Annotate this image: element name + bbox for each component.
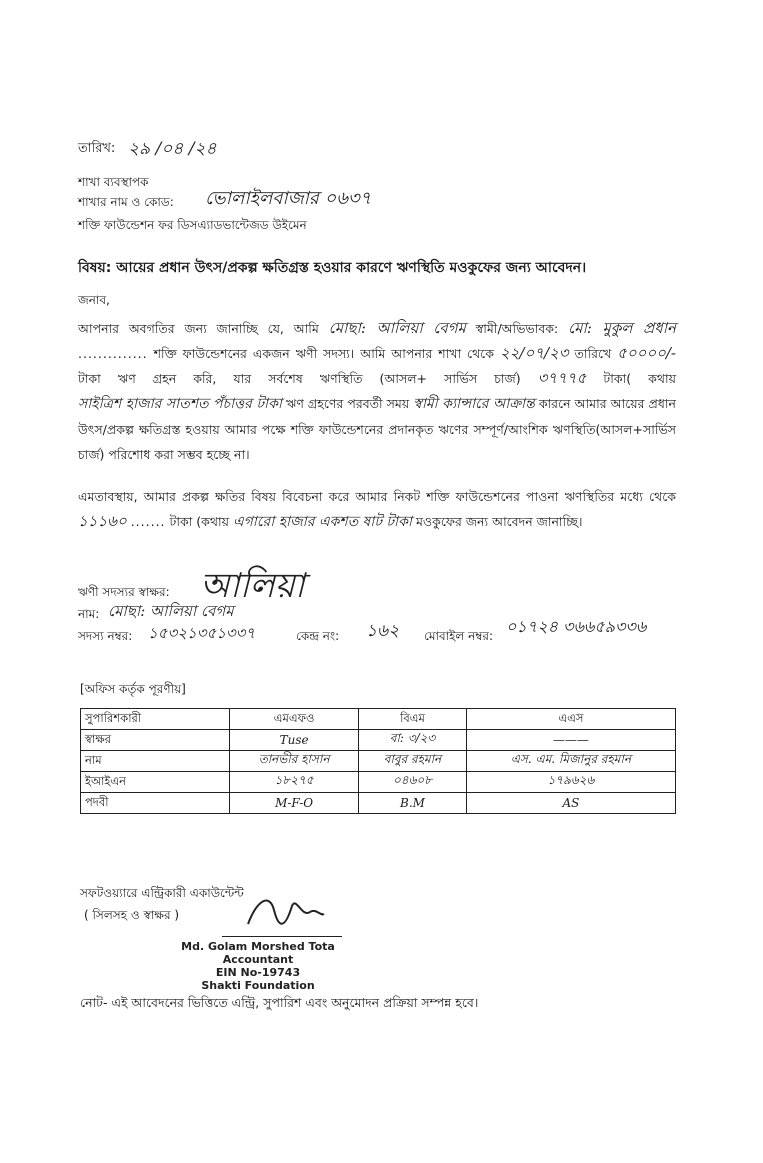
col-header-bm: বিএম bbox=[359, 709, 467, 730]
body-text: তারিখে bbox=[574, 346, 612, 361]
body-paragraph-1 bbox=[78, 316, 676, 467]
body-text: টাকা ঋণ গ্রহন করি, যার সর্বশেষ ঋণস্থিতি (আসল+ সার্ভিস চার্জ) bbox=[78, 371, 521, 386]
stamp-line-org: Shakti Foundation bbox=[201, 979, 315, 992]
office-row-ein bbox=[81, 772, 676, 793]
blank-dots: ....... bbox=[130, 514, 166, 529]
reason-handwritten: স্বামী ক্যান্সারে আক্রান্ত bbox=[413, 396, 535, 412]
mfo-ein: ১৮২৭৫ bbox=[230, 772, 359, 793]
col-header-mfo: এমএফও bbox=[230, 709, 359, 730]
blank-dots: .............. bbox=[78, 346, 148, 361]
bm-designation: B.M bbox=[359, 793, 467, 814]
as-designation: AS bbox=[466, 793, 675, 814]
salutation: জনাব, bbox=[78, 293, 110, 307]
member-name-label: নাম: bbox=[78, 607, 100, 621]
row-label: পদবী bbox=[81, 793, 230, 814]
mfo-signature: Tuse bbox=[230, 730, 359, 751]
accountant-signature bbox=[240, 888, 330, 940]
mfo-name: তানভীর হাসান bbox=[230, 751, 359, 772]
member-signature: আলিয়া bbox=[200, 566, 305, 606]
member-id-label: সদস্য নম্বর: bbox=[78, 629, 133, 643]
bm-ein: ০৪৬০৮ bbox=[359, 772, 467, 793]
branch-manager-label: শাখা ব্যবস্থাপক bbox=[78, 175, 149, 189]
branch-name-label: শাখার নাম ও কোড: bbox=[78, 195, 174, 209]
body-text: টাকা( কথায় bbox=[603, 371, 676, 386]
body-text: স্বামী/অভিভাবক: bbox=[475, 321, 559, 336]
date-label: তারিখ: bbox=[78, 141, 116, 156]
stamp-line-role: Accountant bbox=[222, 953, 294, 966]
waiver-amount-handwritten: ১১১৬০ bbox=[78, 512, 127, 530]
bm-name: বাবুর রহমান bbox=[359, 751, 467, 772]
col-header-as: এএস bbox=[466, 709, 675, 730]
col-header-recommender: সুপারিশকারী bbox=[81, 709, 230, 730]
center-no-label: কেন্দ্র নং: bbox=[296, 629, 340, 643]
mobile-label: মোবাইল নম্বর: bbox=[424, 629, 494, 643]
office-table bbox=[80, 708, 676, 814]
office-row-designation bbox=[81, 793, 676, 814]
body-text: আপনার অবগতির জন্য জানাচ্ছি যে, আমি bbox=[78, 321, 319, 336]
center-no-value: ১৬২ bbox=[366, 621, 400, 641]
waiver-words-handwritten: এগারো হাজার একশত ষাট টাকা bbox=[232, 514, 412, 530]
accountant-sub: ( সিলসহ ও স্বাক্ষর ) bbox=[84, 908, 180, 922]
footer-note: নোট- এই আবেদনের ভিত্তিতে এন্ট্রি, সুপারিশ এবং অনুমোদন প্রক্রিয়া সম্পন্ন হবে। bbox=[80, 995, 479, 1010]
balance-words-handwritten: সাইত্রিশ হাজার সাতশত পঁচাত্তর টাকা bbox=[78, 396, 282, 412]
body-text: শক্তি ফাউন্ডেশনের একজন ঋণী সদস্য। আমি আপনার শাখা থেকে bbox=[153, 346, 494, 361]
branch-name-value: ভোলাইলবাজার ০৬৩৭ bbox=[205, 188, 372, 209]
stamp-line-ein: EIN No-19743 bbox=[215, 966, 301, 979]
balance-handwritten: ৩৭৭৭৫ bbox=[537, 369, 587, 387]
member-name-handwritten: মোছা: আলিয়া বেগম bbox=[328, 319, 466, 337]
member-id-value: ১৫৩২১৩৫১৩৩৭ bbox=[148, 624, 256, 642]
office-caption: [অফিস কর্তৃক পূরণীয়] bbox=[80, 682, 186, 696]
body-text: কারনে আমার আয়ের প্রধান উৎস/প্রকল্প ক্ষতিগ্রস্ত হওয়ায় আমার পক্ষে শক্তি ফাউন্ডেশনের প্রদানকৃত ঋণের সম্পূর্ণ/আংশিক ঋণস্থিতি(আসল+সার্ভিস চার্জ) পরিশোধ করা সম্ভব হচ্ছে না। bbox=[78, 396, 676, 462]
signature-line bbox=[222, 936, 342, 937]
body-text: ঋণ গ্রহণের পরবর্তী সময় bbox=[285, 396, 410, 411]
loan-date-handwritten: ২২/০৭/২৩ bbox=[499, 344, 569, 362]
body-text: এমতাবস্থায়, আমার প্রকল্প ক্ষতির বিষয় বিবেচনা করে আমার নিকট শক্তি ফাউন্ডেশনের পাওনা ঋণস্থিতির মধ্যে থেকে bbox=[78, 489, 676, 504]
as-name: এস. এম. মিজানুর রহমান bbox=[466, 751, 675, 772]
guardian-name-handwritten: মো: মুকুল প্রধান bbox=[568, 319, 677, 337]
member-name-value: মোছা: আলিয়া বেগম bbox=[108, 602, 234, 620]
member-signature-label: ঋণী সদস্যর স্বাক্ষর: bbox=[78, 585, 170, 599]
as-signature: ——— bbox=[466, 730, 675, 751]
mfo-designation: M-F-O bbox=[230, 793, 359, 814]
body-text: মওকুফের জন্য আবেদন জানাচ্ছি। bbox=[415, 514, 583, 529]
row-label: নাম bbox=[81, 751, 230, 772]
bm-signature: বা: ৩/২৩ bbox=[359, 730, 467, 751]
office-table-header bbox=[81, 709, 676, 730]
mobile-value: ০১৭২৪ ৩৬৬৫৯৩৩৬ bbox=[506, 617, 647, 636]
row-label: ইআইএন bbox=[81, 772, 230, 793]
accountant-title: সফটওয়্যারে এন্ট্রিকারী একাউন্টেন্ট bbox=[80, 886, 244, 900]
office-row-signature bbox=[81, 730, 676, 751]
as-ein: ১৭৯৬২৬ bbox=[466, 772, 675, 793]
date-value: ২৯ /০৪ /২৪ bbox=[128, 139, 217, 159]
subject-line: বিষয়: আয়ের প্রধান উৎস/প্রকল্প ক্ষতিগ্রস্ত হওয়ার কারণে ঋণস্থিতি মওকুফের জন্য আবেদন। bbox=[78, 260, 587, 276]
loan-amount-handwritten: ৫০০০০/- bbox=[617, 344, 676, 362]
row-label: স্বাক্ষর bbox=[81, 730, 230, 751]
office-row-name bbox=[81, 751, 676, 772]
accountant-stamp bbox=[168, 940, 348, 992]
body-text: টাকা (কথায় bbox=[169, 514, 229, 529]
stamp-line-name: Md. Golam Morshed Tota bbox=[181, 940, 335, 953]
body-paragraph-2 bbox=[78, 484, 676, 535]
organization-name: শক্তি ফাউন্ডেশন ফর ডিসএ্যাডভান্টেজড উইমেন bbox=[78, 218, 307, 232]
